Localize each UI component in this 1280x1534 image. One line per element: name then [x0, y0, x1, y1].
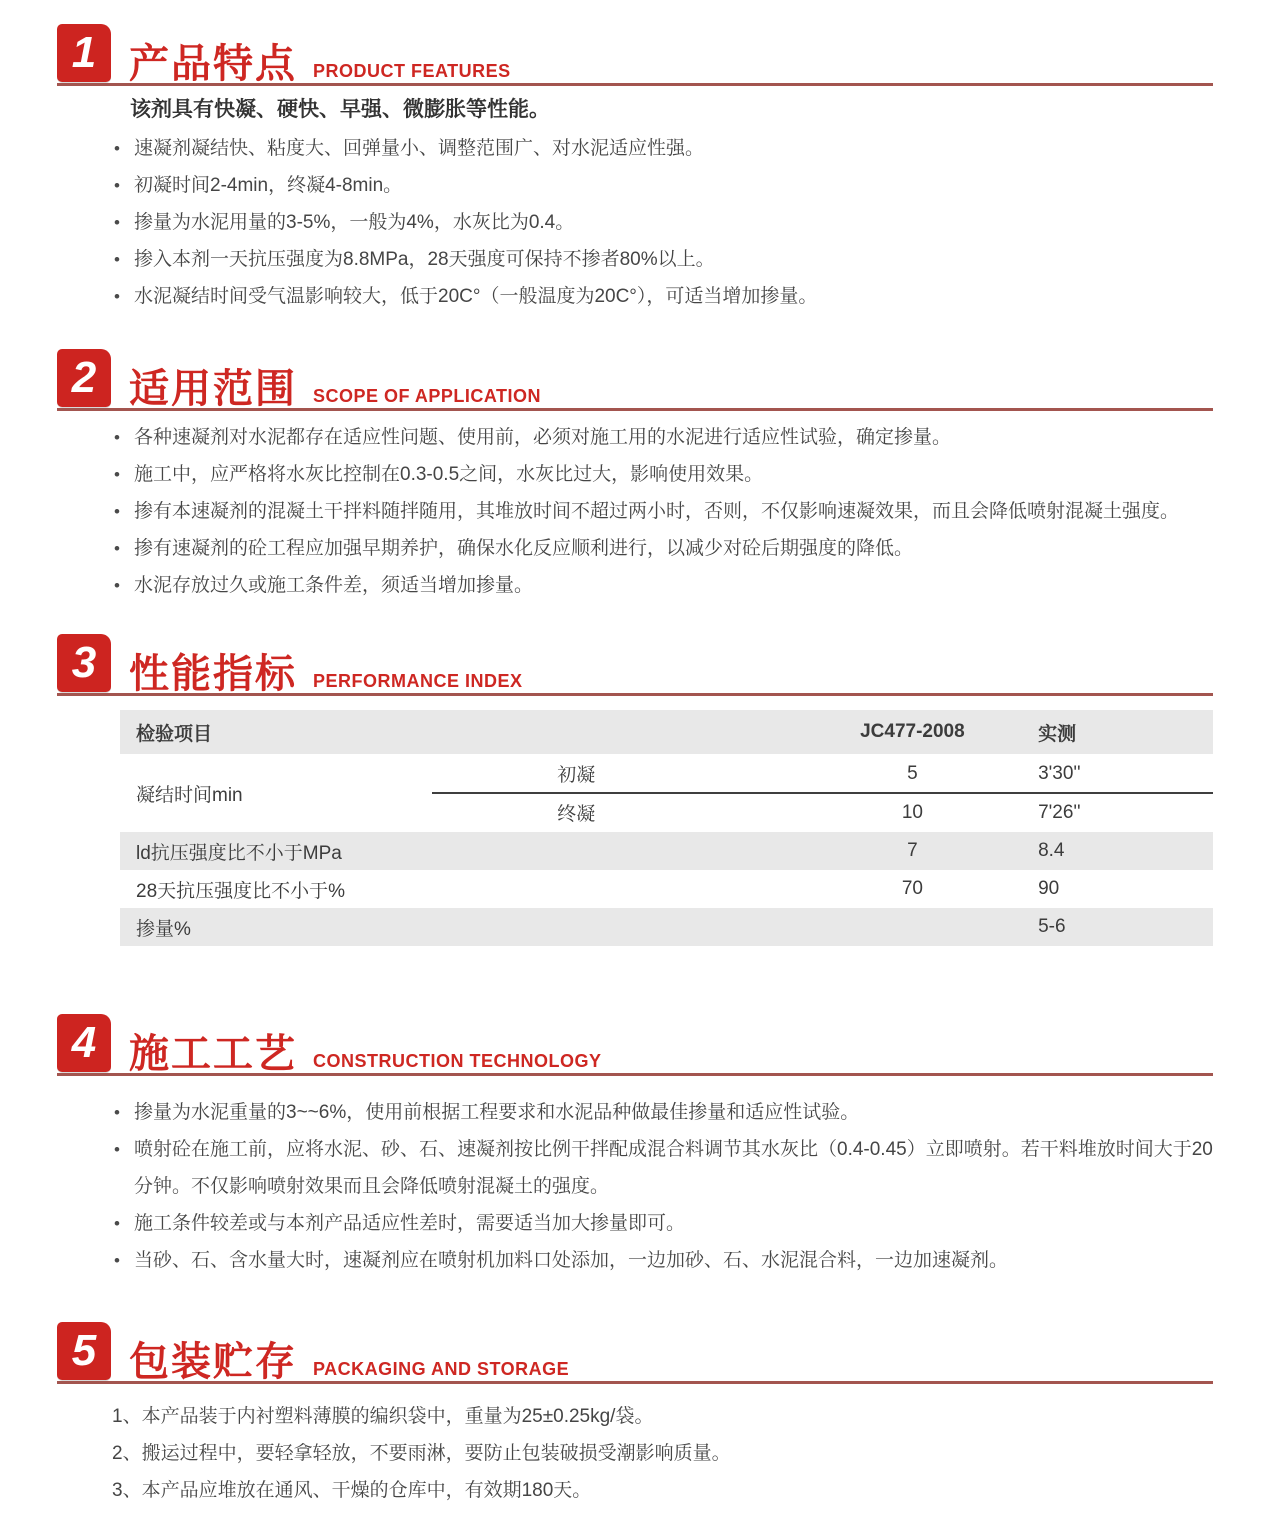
bullet-item: • 掺量为水泥重量的3~~6%，使用前根据工程要求和水泥品种做最佳掺量和适应性试验。 — [112, 1094, 1220, 1131]
bullet-item: • 施工中，应严格将水灰比控制在0.3-0.5之间，水灰比过大，影响使用效果。 — [112, 456, 1220, 493]
section-header — [57, 1010, 1213, 1076]
section-performance-index — [0, 630, 1280, 946]
section-title-en: SCOPE OF APPLICATION — [313, 386, 542, 406]
performance-table — [120, 710, 1213, 946]
table-cell: 28天抗压强度比不小于% — [136, 880, 346, 902]
table-row — [120, 870, 1213, 908]
table-row — [120, 908, 1213, 946]
features-intro-text: 该剂具有快凝、硬快、早强、微膨胀等性能。 — [130, 98, 550, 121]
table-cell: 8.4 — [1038, 840, 1065, 861]
table-group-setting-time — [120, 754, 1213, 832]
list-item: 3、本产品应堆放在通风、干燥的仓库中，有效期180天。 — [112, 1480, 592, 1501]
table-cell: 终凝 — [557, 804, 596, 825]
list-item: 2、搬运过程中，要轻拿轻放，不要雨淋，要防止包装破损受潮影响质量。 — [112, 1443, 731, 1464]
table-cell: 90 — [1038, 878, 1060, 899]
bullet-item: • 喷射砼在施工前，应将水泥、砂、石、速凝剂按比例干拌配成混合料调节其水灰比（0.4-0.45）立即喷射。若干料堆放时间大于20分钟。不仅影响喷射效果而且会降低喷射混凝土的强度。 — [112, 1131, 1220, 1205]
table-cell: 7 — [907, 840, 918, 861]
table-subrow-divider — [432, 792, 1214, 794]
table-cell: ld抗压强度比不小于MPa — [136, 842, 342, 864]
section-number-badge: 5 — [57, 1322, 111, 1380]
section-title-en: PRODUCT FEATURES — [313, 61, 511, 81]
list-item: 1、本产品装于内衬塑料薄膜的编织袋中，重量为25±0.25kg/袋。 — [112, 1406, 654, 1427]
section-packaging-and-storage — [0, 1318, 1280, 1509]
section-title-en: PACKAGING AND STORAGE — [313, 1359, 570, 1379]
bullet-item: • 各种速凝剂对水泥都存在适应性问题、使用前，必须对施工用的水泥进行适应性试验，确定掺量。 — [112, 419, 1220, 456]
section-header — [57, 345, 1213, 411]
table-row — [120, 832, 1213, 870]
packaging-numbered-list — [112, 1398, 1220, 1509]
section-title-en: CONSTRUCTION TECHNOLOGY — [313, 1051, 602, 1071]
section-product-features — [0, 20, 1280, 315]
table-cell: 掺量% — [136, 918, 191, 940]
section-number-badge: 3 — [57, 634, 111, 692]
table-cell: 7'26'' — [1038, 801, 1081, 823]
features-bullet-list — [112, 130, 1220, 315]
table-header-standard: JC477-2008 — [860, 721, 965, 742]
section-number-badge: 2 — [57, 349, 111, 407]
table-cell: 10 — [901, 801, 923, 823]
section-header — [57, 1318, 1213, 1384]
section-number-badge: 1 — [57, 24, 111, 82]
table-cell: 3'30'' — [1038, 762, 1081, 784]
table-header-measured: 实测 — [1038, 723, 1077, 745]
bullet-item: • 水泥凝结时间受气温影响较大，低于20C°（一般温度为20C°），可适当增加掺量。 — [112, 278, 1220, 315]
section-header — [57, 20, 1213, 86]
section-header — [57, 630, 1213, 696]
construction-bullet-list — [112, 1094, 1220, 1279]
table-cell: 初凝 — [557, 765, 596, 786]
section-title-cn: 施工工艺 — [129, 1032, 297, 1076]
bullet-item: • 当砂、石、含水量大时，速凝剂应在喷射机加料口处添加，一边加砂、石、水泥混合料，一边加速凝剂。 — [112, 1242, 1220, 1279]
section-title-en: PERFORMANCE INDEX — [313, 671, 523, 691]
bullet-item: • 掺有速凝剂的砼工程应加强早期养护，确保水化反应顺利进行，以减少对砼后期强度的降低。 — [112, 530, 1220, 567]
table-cell: 5 — [907, 762, 918, 784]
bullet-item: • 掺量为水泥用量的3-5%，一般为4%，水灰比为0.4。 — [112, 204, 1220, 241]
scope-bullet-list — [112, 419, 1220, 604]
table-cell: 5-6 — [1038, 916, 1066, 937]
bullet-item: • 掺入本剂一天抗压强度为8.8MPa，28天强度可保持不掺者80%以上。 — [112, 241, 1220, 278]
table-header-row — [120, 710, 1213, 754]
bullet-item: • 水泥存放过久或施工条件差，须适当增加掺量。 — [112, 567, 1220, 604]
section-title-cn: 产品特点 — [129, 42, 297, 86]
section-number-badge: 4 — [57, 1014, 111, 1072]
bullet-item: • 初凝时间2-4min，终凝4-8min。 — [112, 167, 1220, 204]
section-scope-of-application — [0, 345, 1280, 604]
table-header-item: 检验项目 — [136, 723, 213, 745]
section-title-cn: 性能指标 — [129, 652, 297, 696]
section-construction-technology — [0, 1010, 1280, 1279]
section-title-cn: 包装贮存 — [129, 1340, 297, 1384]
bullet-item: • 掺有本速凝剂的混凝土干拌料随拌随用，其堆放时间不超过两小时，否则，不仅影响速凝效果，而且会降低喷射混凝土强度。 — [112, 493, 1220, 530]
table-cell: 凝结时间min — [136, 784, 243, 806]
bullet-item: • 施工条件较差或与本剂产品适应性差时，需要适当加大掺量即可。 — [112, 1205, 1220, 1242]
table-cell: 70 — [901, 878, 923, 899]
bullet-item: • 速凝剂凝结快、粘度大、回弹量小、调整范围广、对水泥适应性强。 — [112, 130, 1220, 167]
section-title-cn: 适用范围 — [129, 367, 297, 411]
